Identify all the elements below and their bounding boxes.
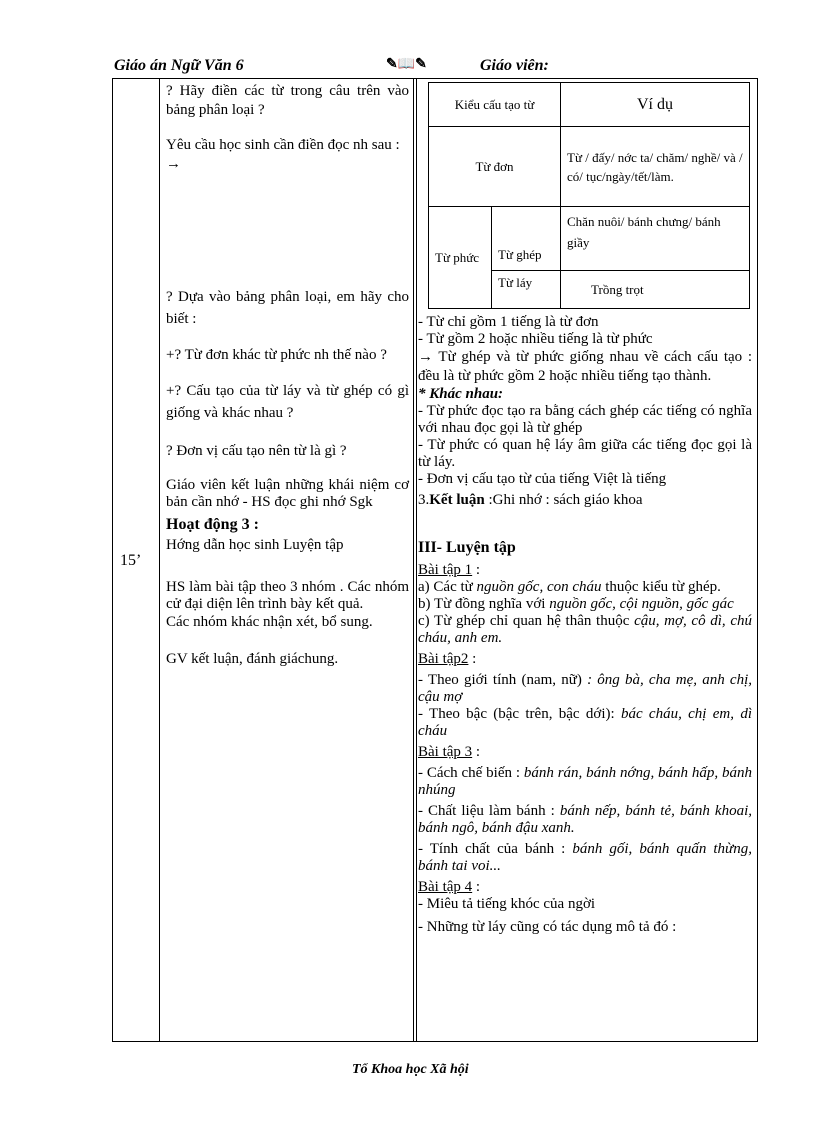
table-left-border [112,78,113,1042]
header-teacher: Giáo viên: [480,57,549,74]
exercise-2-title: Bài tập2 : [418,651,477,667]
teacher-activity-column [166,82,409,669]
exercise-3a: - Cách chế biến : bánh rán, bánh nớng, bánh hấp, bánh nhúng [418,765,752,798]
table-top-border [112,78,758,79]
cell-tu-don: Từ đơn [429,127,561,207]
exercise-1c: c) Từ ghép chỉ quan hệ thân thuộc cậu, mợ, cô dì, chú cháu, anh em. [418,613,753,646]
header-subject: Giáo án Ngữ Văn 6 [114,57,244,74]
question-classification: ? Dựa vào bảng phân loại, em hãy cho biết : [166,289,409,327]
cell-tu-don-example: Từ / đấy/ nớc ta/ chăm/ nghề/ và / có/ tục/ngày/tết/làm. [561,127,750,207]
arrow-right-icon: → [418,349,433,365]
exercise-1a: a) Các từ nguồn gốc, con cháu thuộc kiểu từ ghép. [418,579,721,595]
table-header-example: Ví dụ [561,83,750,127]
exercise-4b: - Những từ láy cũng có tác dụng mô tả đó : [418,919,677,935]
table-header-type: Kiểu cấu tạo từ [429,83,561,127]
word-classification-table [428,82,750,309]
activity-3-title: Hoạt động 3 : [166,516,259,533]
exercise-3-title: Bài tập 3 : [418,744,481,760]
difference-lay: - Từ phức có quan hệ láy âm giữa các tiếng đọc gọi là từ láy. [418,437,752,470]
question-fill-table: ? Hãy điền các từ trong câu trên vào bảng phân loại ? [166,83,409,118]
cell-tu-ghep-example: Chăn nuôi/ bánh chưng/ bánh giầy [561,207,750,271]
col-divider-1 [159,78,160,1042]
content-column [418,314,752,936]
col-divider-2a [413,78,414,1042]
requirement: Yêu cầu học sinh cần điền đọc nh sau : → [166,137,400,172]
footer-department: Tổ Khoa học Xã hội [352,1062,469,1077]
exercise-4a: - Miêu tả tiếng khóc của ngời [418,896,596,912]
rule-tu-phuc: - Từ gồm 2 hoặc nhiều tiếng là từ phức [418,331,653,347]
teacher-conclusion: Giáo viên kết luận những khái niệm cơ bản cần nhớ - HS đọc ghi nhớ Sgk [166,477,409,510]
cell-tu-phuc: Từ phức [429,207,492,309]
exercise-4-title: Bài tập 4 : [418,879,481,895]
difference-ghep: - Từ phức đọc tạo ra bằng cách ghép các tiếng có nghĩa với nhau đọc gọi là từ ghép [418,403,752,436]
activity-3-instruction: Hớng dẫn học sinh Luyện tập [166,537,344,553]
time-label: 15’ [120,552,142,569]
exercise-1b: b) Từ đồng nghĩa với nguồn gốc, cội nguồn, gốc gác [418,596,734,612]
difference-heading: * Khác nhau: [418,386,504,402]
arrow-right-icon: → [166,156,181,172]
teacher-evaluation: GV kết luận, đánh giáchung. [166,651,339,667]
practice-heading: III- Luyện tập [418,539,516,556]
cell-tu-lay-example: Trồng trọt [561,271,750,309]
cell-tu-ghep: Từ ghép [492,207,561,271]
exercise-2b: - Theo bậc (bậc trên, bậc dới): bác cháu, chị em, dì cháu [418,706,752,739]
exercise-1-title: Bài tập 1 : [418,562,481,578]
question-lay-ghep: +? Cấu tạo của từ láy và từ ghép có gì giống và khác nhau ? [166,383,409,421]
exercise-3b: - Chất liệu làm bánh : bánh nếp, bánh tẻ, bánh khoai, bánh ngô, bánh đậu xanh. [418,803,753,836]
rule-tu-don: - Từ chỉ gồm 1 tiếng là từ đơn [418,314,599,330]
exercise-2a: - Theo giới tính (nam, nữ) : ông bà, cha mẹ, anh chị, cậu mợ [418,672,752,705]
question-don-phuc: +? Từ đơn khác từ phức nh thế nào ? [166,347,387,363]
student-feedback: Các nhóm khác nhận xét, bổ sung. [166,614,373,630]
table-bottom-border [112,1041,758,1042]
col-divider-2b [416,78,417,1042]
student-group-work: HS làm bài tập theo 3 nhóm . Các nhóm cử đại diện lên trình bày kết quả. [166,579,409,612]
header-ornament: ✎📖✎ [386,57,427,72]
table-right-border [757,78,758,1042]
similarity: → Từ ghép và từ phức giống nhau về cách cấu tạo : đều là từ phức gồm 2 hoặc nhiều tiếng tạo thành. [418,349,752,384]
question-unit: ? Đơn vị cấu tạo nên từ là gì ? [166,443,347,459]
cell-tu-lay: Từ láy [492,271,561,309]
conclusion: 3.Kết luận :Ghi nhớ : sách giáo khoa [418,492,643,508]
word-unit: - Đơn vị cấu tạo từ của tiếng Việt là tiếng [418,471,667,487]
exercise-3c: - Tính chất của bánh : bánh gối, bánh quấn thừng, bánh tai voi... [418,841,752,874]
